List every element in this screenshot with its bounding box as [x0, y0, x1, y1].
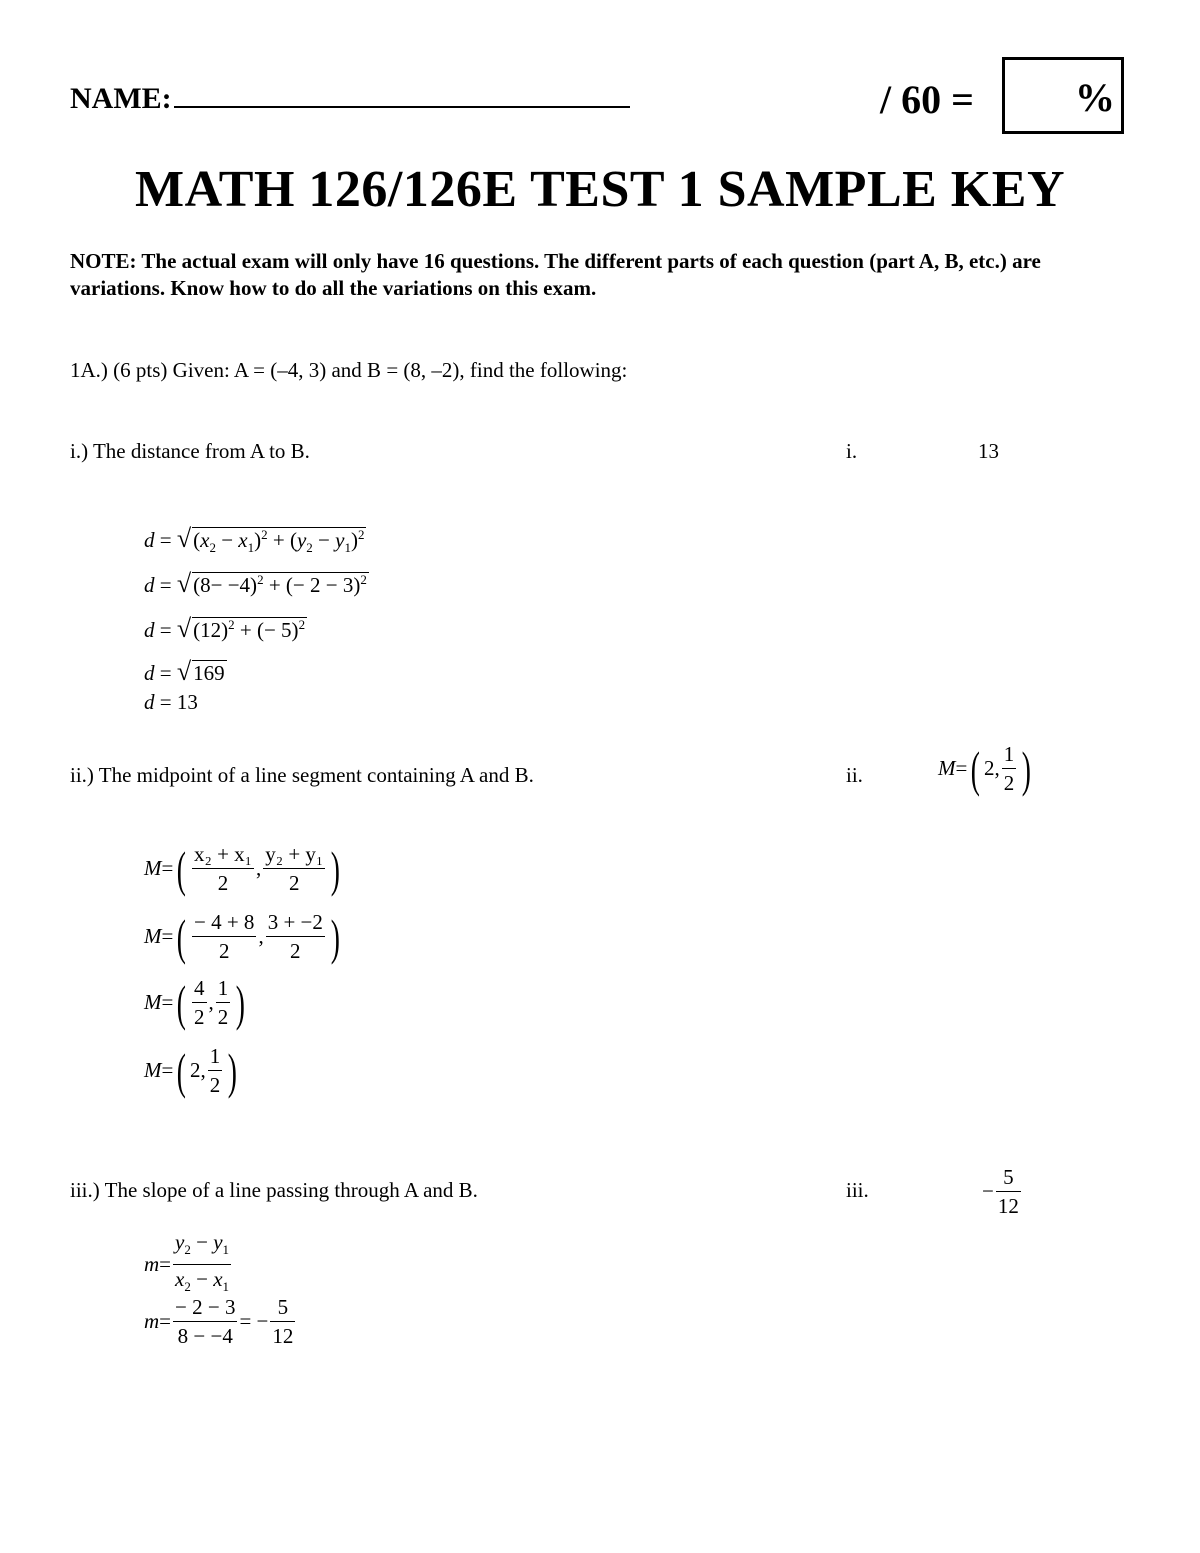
- part-ii-answer: M = ( 2 , $\frac{1}{2}$ ): [938, 740, 1032, 797]
- percent-symbol: %: [1075, 75, 1115, 120]
- part-iii-text: iii.) The slope of a line passing through A and B.: [70, 1178, 478, 1202]
- midpoint-simplified: M = ( $\frac{4}{2}$ , $\frac{1}{2}$ ): [144, 974, 246, 1031]
- part-i-answer: 13: [978, 439, 999, 463]
- distance-substitution: $d = √(8- -4)^2$ + (− 2 − 3)$^2$: [144, 569, 367, 598]
- question-prompt: 1A.) (6 pts) Given: A = (–4, 3) and B = (8, –2), find the following:: [70, 358, 628, 382]
- page-title: MATH 126/126E TEST 1 SAMPLE KEY: [135, 161, 1065, 218]
- part-i-label: i.: [846, 439, 858, 463]
- distance-radical: d = √169: [144, 657, 225, 686]
- distance-result: d = 13: [144, 690, 198, 714]
- distance-formula: $d = √(x_2 - x_1)^2 + (y_2 - y_1)^2$: [144, 524, 365, 556]
- part-ii-text: ii.) The midpoint of a line segment containing A and B.: [70, 763, 534, 787]
- part-iii-label: iii.: [846, 1178, 869, 1202]
- part-ii-label: ii.: [846, 763, 863, 787]
- midpoint-result: M = ( 2 , $\frac{1}{2}$ ): [144, 1042, 238, 1099]
- name-field: [70, 82, 630, 116]
- midpoint-formula: M = ( $\frac{\text{x₂ + x₁}}{2}$ , $\frac{\text{y₂ + y₁}}{2}$ ): [144, 840, 341, 897]
- midpoint-substitution: M = ( $\frac{- 4 + 8}{2}$ , $\frac{3 + -2}{2}$ ): [144, 908, 340, 965]
- distance-simplified: $d = √(12)^2$ + (− 5)$^2$: [144, 614, 306, 643]
- part-i-text: i.) The distance from A to B.: [70, 439, 310, 463]
- slope-formula: m = $\frac{y_2 - y_1}{x_2 - x_1}$: [144, 1230, 230, 1295]
- percent-box: [1002, 57, 1124, 134]
- slope-result: m = $\frac{- 2 - 3}{8 - -4}$ = − $\frac{5}{12}$: [144, 1295, 294, 1348]
- exam-note: NOTE: The actual exam will only have 16 questions. The different parts of each question (part A, B, etc.) are variations. Know how to do all the variations on this exam.: [70, 249, 1041, 300]
- score-total: / 60 =: [880, 77, 974, 122]
- name-label: NAME:: [70, 82, 172, 115]
- part-iii-answer: − $\frac{5}{12}$: [982, 1165, 1019, 1218]
- name-blank-line: [174, 82, 630, 108]
